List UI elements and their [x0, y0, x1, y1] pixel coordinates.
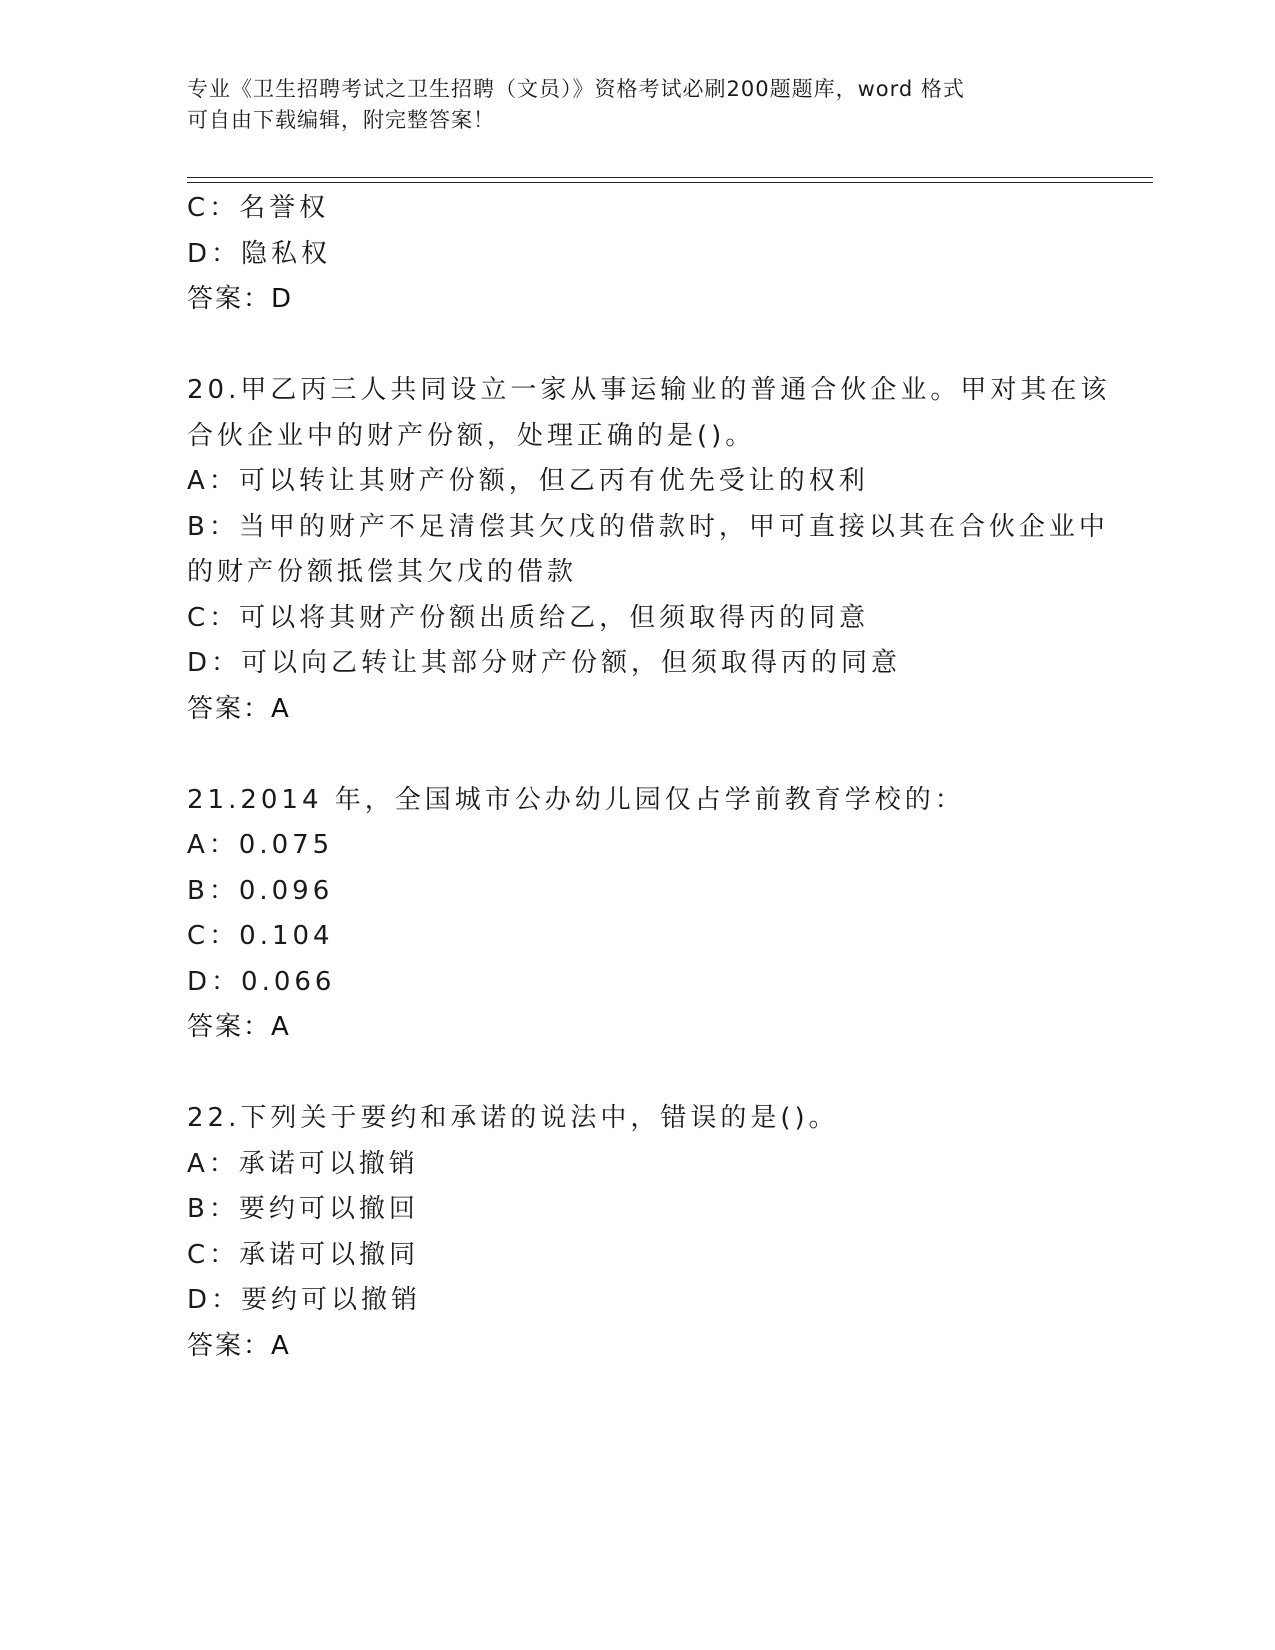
option-a: A：可以转让其财产份额，但乙丙有优先受让的权利: [187, 466, 869, 496]
option-b-cont: 的财产份额抵偿其欠戊的借款: [187, 557, 578, 587]
option-b: B：当甲的财产不足清偿其欠戊的借款时，甲可直接以其在合伙企业中: [187, 511, 1109, 542]
answer: 答案：A: [187, 1012, 291, 1042]
header-line-1: 专业《卫生招聘考试之卫生招聘（文员）》资格考试必刷200题题库，word 格式: [187, 77, 965, 101]
question-20: [187, 368, 1111, 732]
option-c: C：可以将其财产份额出质给乙，但须取得丙的同意: [187, 602, 870, 633]
option-c: C：名誉权: [187, 193, 330, 223]
question-stem-cont: 合伙企业中的财产份额，处理正确的是()。: [187, 420, 756, 451]
option-b: B：要约可以撤回: [187, 1194, 419, 1224]
answer: 答案：A: [187, 1330, 291, 1361]
spacer: [187, 323, 1087, 369]
header-rule-top: [187, 177, 1153, 178]
option-d: D：可以向乙转让其部分财产份额，但须取得丙的同意: [187, 648, 902, 678]
option-d: D：隐私权: [187, 238, 332, 269]
question-list: [187, 186, 1111, 1369]
spacer: [187, 732, 1087, 778]
question-21: [187, 778, 1087, 1051]
option-c: C：承诺可以撤同: [187, 1239, 420, 1270]
question-stem: 21.2014 年，全国城市公办幼儿园仅占学前教育学校的：: [187, 784, 965, 815]
option-b: B：0.096: [187, 875, 334, 906]
header-line-2: 可自由下载编辑，附完整答案！: [187, 108, 495, 132]
question-stem: 22.下列关于要约和承诺的说法中，错误的是()。: [187, 1103, 839, 1133]
option-a: A：承诺可以撤销: [187, 1148, 419, 1179]
question-stem: 20.甲乙丙三人共同设立一家从事运输业的普通合伙企业。甲对其在该: [187, 375, 1111, 405]
spacer: [187, 1051, 1087, 1097]
option-c: C：0.104: [187, 921, 334, 951]
question-19: [187, 186, 1087, 323]
header-rule-bottom: [187, 182, 1153, 183]
question-22: [187, 1096, 1087, 1369]
option-a: A：0.075: [187, 830, 334, 860]
option-d: D：0.066: [187, 966, 336, 997]
answer: 答案：D: [187, 284, 294, 314]
answer: 答案：A: [187, 693, 291, 724]
page-header: [187, 74, 1067, 136]
option-d: D：要约可以撤销: [187, 1285, 422, 1315]
